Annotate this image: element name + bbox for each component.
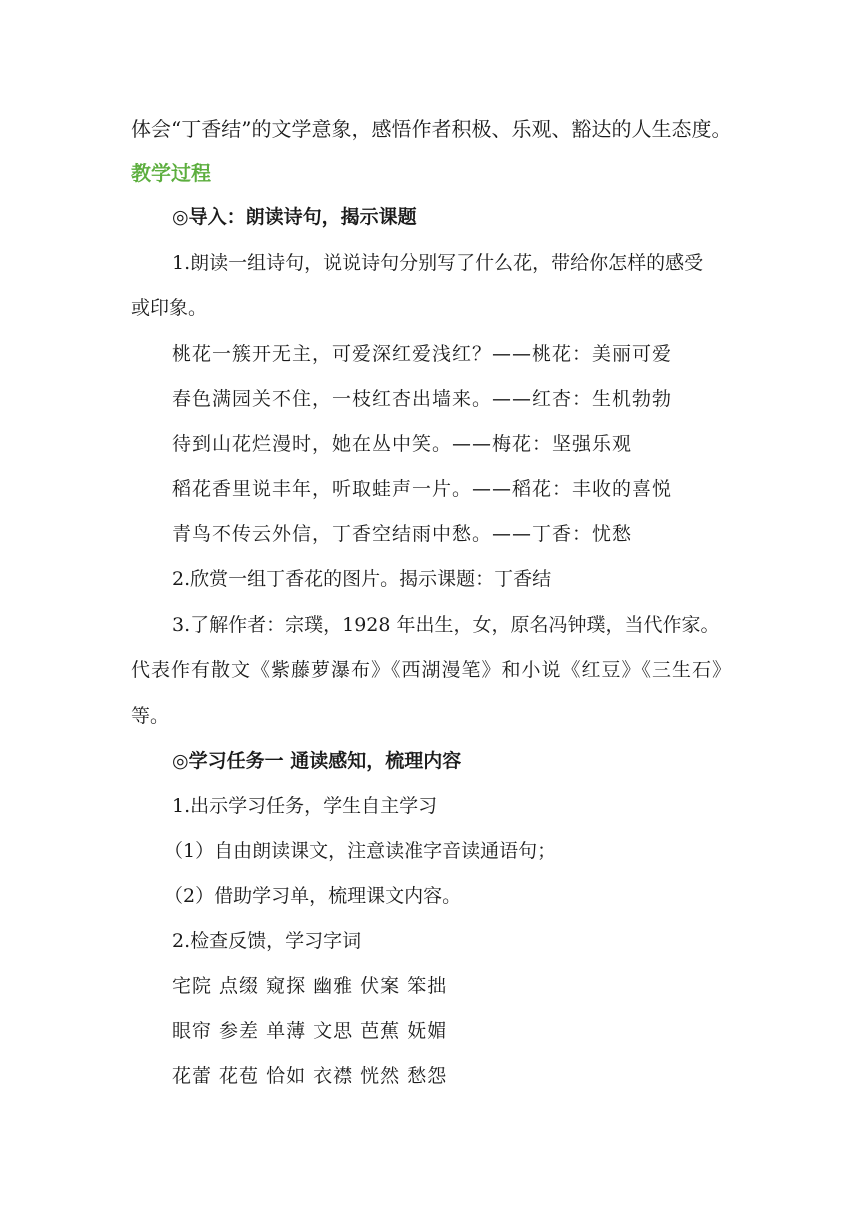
lead-in-item-1-line-1: 1.朗读一组诗句，说说诗句分别写了什么花，带给你怎样的感受 (172, 252, 704, 274)
poem-line-3: 待到山花烂漫时，她在丛中笑。——梅花：坚强乐观 (172, 433, 633, 455)
poem-line-5: 青鸟不传云外信，丁香空结雨中愁。——丁香：忧愁 (172, 523, 633, 545)
task-1-sub-2: （2）借助学习单，梳理课文内容。 (164, 885, 462, 907)
lead-in-title: ◎导入：朗读诗句，揭示课题 (172, 206, 417, 228)
vocab-row-3: 花蕾 花苞 恰如 衣襟 恍然 愁怨 (172, 1065, 448, 1087)
poem-line-4: 稻花香里说丰年，听取蛙声一片。——稻花：丰收的喜悦 (172, 478, 673, 500)
section-title: 教学过程 (131, 161, 211, 185)
lead-in-item-1-line-2: 或印象。 (131, 297, 208, 319)
lead-in-item-3-line-3: 等。 (131, 705, 170, 727)
lead-in-item-2: 2.欣赏一组丁香花的图片。揭示课题：丁香结 (172, 568, 552, 590)
vocab-row-1: 宅院 点缀 窥探 幽雅 伏案 笨拙 (172, 975, 448, 997)
task-1-title: ◎学习任务一 通读感知，梳理内容 (172, 750, 462, 772)
task-1-sub-1: （1）自由朗读课文，注意读准字音读通语句； (164, 840, 557, 862)
intro-line: 体会“丁香结”的文学意象，感悟作者积极、乐观、豁达的人生态度。 (131, 117, 732, 141)
poem-line-2: 春色满园关不住，一枝红杏出墙来。——红杏：生机勃勃 (172, 388, 673, 410)
task-1-item-2: 2.检查反馈，学习字词 (172, 930, 362, 952)
vocab-row-2: 眼帘 参差 单薄 文思 芭蕉 妩媚 (172, 1020, 448, 1042)
task-1-item-1: 1.出示学习任务，学生自主学习 (172, 795, 438, 817)
lead-in-item-3-line-2: 代表作有散文《紫藤萝瀑布》《西湖漫笔》和小说《红豆》《三生石》 (131, 659, 733, 681)
poem-line-1: 桃花一簇开无主，可爱深红爱浅红？——桃花：美丽可爱 (172, 343, 673, 365)
lead-in-item-3-line-1: 3.了解作者：宗璞，1928 年出生，女，原名冯钟璞，当代作家。 (172, 614, 720, 636)
